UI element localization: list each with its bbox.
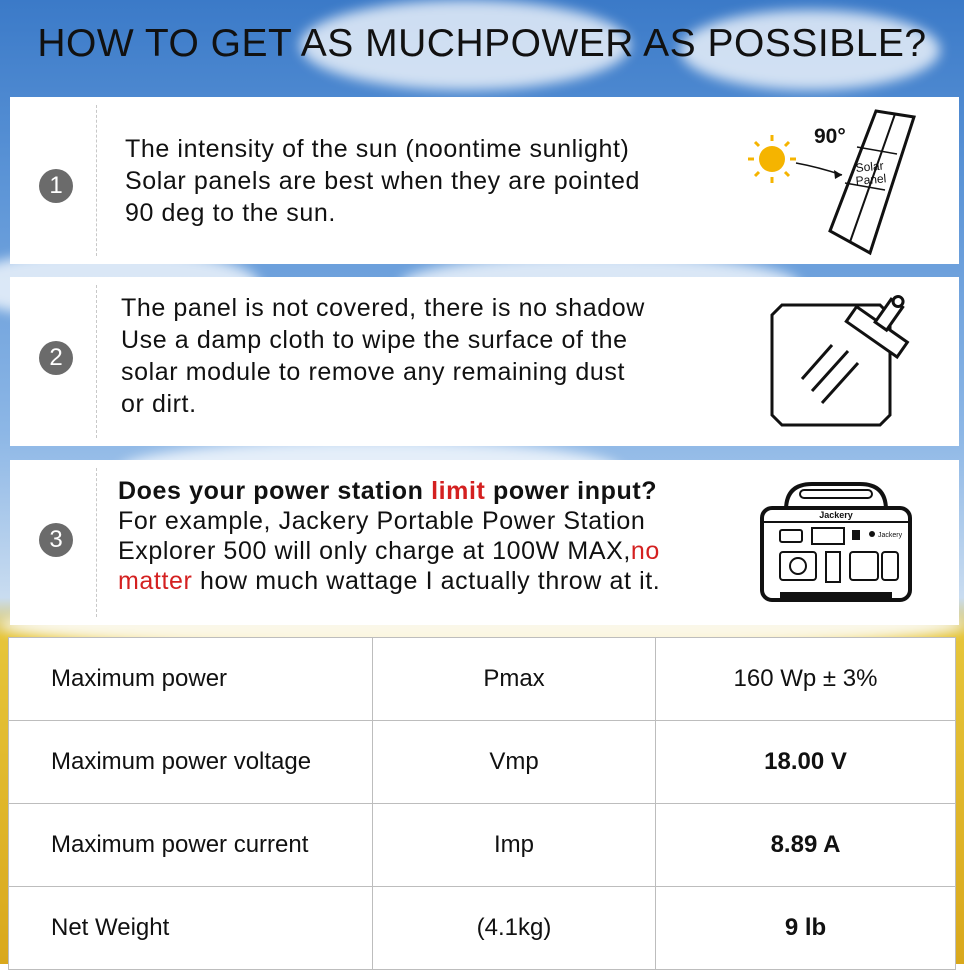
power-station-icon bbox=[756, 480, 916, 610]
svg-text:Panel: Panel bbox=[855, 171, 887, 188]
spec-name: Maximum power voltage bbox=[9, 721, 373, 804]
table-row bbox=[9, 721, 956, 804]
tip-card-3 bbox=[10, 460, 959, 625]
wiper-cleaning-icon bbox=[762, 287, 922, 437]
spec-value: 18.00 V bbox=[656, 721, 956, 804]
tip-number-1: 1 bbox=[39, 169, 73, 203]
svg-text:90°: 90° bbox=[814, 125, 846, 148]
tip-card-1 bbox=[10, 97, 959, 264]
table-row bbox=[9, 804, 956, 887]
spec-name: Net Weight bbox=[9, 887, 373, 970]
svg-text:Jackery: Jackery bbox=[878, 532, 903, 539]
tip-2-text: The panel is not covered, there is no shadow Use a damp cloth to wipe the surface of the solar module to remove any remaining dust or dirt. bbox=[121, 294, 645, 418]
tip-number-2: 2 bbox=[39, 341, 73, 375]
spec-table bbox=[8, 637, 956, 970]
tip-1-text: The intensity of the sun (noontime sunlight) Solar panels are best when they are pointed 90 deg to the sun. bbox=[125, 135, 641, 227]
table-row bbox=[9, 638, 956, 721]
tip-3-text: Does your power station limit power input? For example, Jackery Portable Power Station Explorer 500 will only charge at 100W MAX,no matter how much wattage I actually throw at it. bbox=[118, 477, 661, 595]
tip-number-3: 3 bbox=[39, 523, 73, 557]
sun-icon bbox=[748, 135, 796, 183]
tip-card-2 bbox=[10, 277, 959, 446]
table-row bbox=[9, 887, 956, 970]
spec-value: 8.89 A bbox=[656, 804, 956, 887]
spec-symbol: (4.1kg) bbox=[373, 887, 656, 970]
spec-value: 9 lb bbox=[656, 887, 956, 970]
spec-symbol: Vmp bbox=[373, 721, 656, 804]
svg-text:Jackery: Jackery bbox=[819, 510, 853, 520]
sun-panel-illustration bbox=[738, 103, 928, 259]
page-title: HOW TO GET AS MUCHPOWER AS POSSIBLE? bbox=[37, 22, 927, 65]
svg-text:Solar: Solar bbox=[855, 158, 885, 175]
spec-symbol: Pmax bbox=[373, 638, 656, 721]
spec-value: 160 Wp ± 3% bbox=[656, 638, 956, 721]
tip-3-heading: Does your power station limit power input? bbox=[118, 477, 658, 505]
spec-name: Maximum power current bbox=[9, 804, 373, 887]
spec-symbol: Imp bbox=[373, 804, 656, 887]
spec-name: Maximum power bbox=[9, 638, 373, 721]
